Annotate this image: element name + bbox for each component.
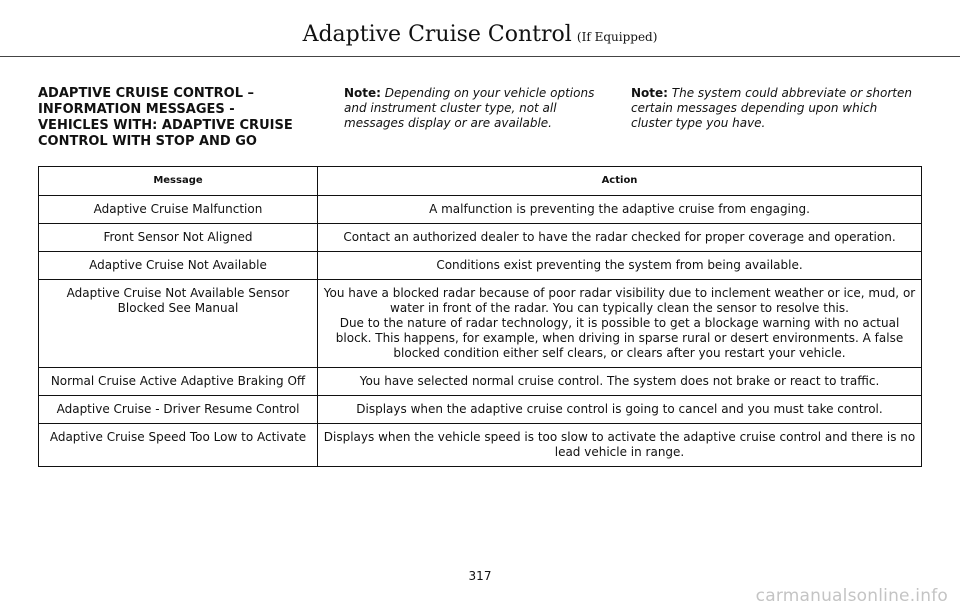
page-header — [0, 22, 960, 47]
table-row — [39, 424, 922, 467]
table-header-row — [39, 167, 922, 196]
message-cell: Front Sensor Not Aligned — [39, 224, 318, 252]
page-title: Adaptive Cruise Control — [302, 22, 572, 47]
column-header-action: Action — [318, 167, 922, 196]
message-cell: Normal Cruise Active Adaptive Braking Off — [39, 368, 318, 396]
note-1 — [344, 86, 614, 131]
message-cell: Adaptive Cruise Malfunction — [39, 196, 318, 224]
message-cell: Adaptive Cruise Speed Too Low to Activate — [39, 424, 318, 467]
table-row — [39, 252, 922, 280]
note-text: Depending on your vehicle options and instrument cluster type, not all messages display or are available. — [344, 86, 595, 130]
note-label: Note: — [631, 86, 668, 100]
action-cell: You have selected normal cruise control. The system does not brake or react to traffic. — [318, 368, 922, 396]
action-paragraph: You have a blocked radar because of poor radar visibility due to inclement weather or ice, mud, or water in front of the radar. You can typically clean the sensor to resolve this. — [323, 286, 916, 315]
action-cell — [318, 280, 922, 368]
note-2 — [631, 86, 921, 131]
action-cell: Displays when the vehicle speed is too slow to activate the adaptive cruise control and there is no lead vehicle in range. — [318, 424, 922, 467]
message-cell: Adaptive Cruise Not Available Sensor Blocked See Manual — [39, 280, 318, 368]
message-cell: Adaptive Cruise Not Available — [39, 252, 318, 280]
action-cell: A malfunction is preventing the adaptive cruise from engaging. — [318, 196, 922, 224]
table-row — [39, 368, 922, 396]
watermark: carmanualsonline.info — [755, 586, 948, 606]
page-number: 317 — [468, 569, 492, 583]
note-label: Note: — [344, 86, 381, 100]
table-row — [39, 224, 922, 252]
action-cell: Conditions exist preventing the system from being available. — [318, 252, 922, 280]
action-cell: Contact an authorized dealer to have the radar checked for proper coverage and operation. — [318, 224, 922, 252]
section-heading: ADAPTIVE CRUISE CONTROL – INFORMATION MESSAGES - VEHICLES WITH: ADAPTIVE CRUISE CONTROL WITH STOP AND GO — [38, 86, 293, 149]
note-text: The system could abbreviate or shorten certain messages depending upon which cluster type you have. — [631, 86, 912, 130]
header-divider — [0, 56, 960, 57]
table-row — [39, 196, 922, 224]
table-row — [39, 280, 922, 368]
table-row — [39, 396, 922, 424]
message-cell: Adaptive Cruise - Driver Resume Control — [39, 396, 318, 424]
action-paragraph: Due to the nature of radar technology, it is possible to get a blockage warning with no actual block. This happens, for example, when driving in sparse rural or desert environments. A false blocked condition either self clears, or clears after you restart your vehicle. — [335, 316, 904, 360]
column-header-message: Message — [39, 167, 318, 196]
action-cell: Displays when the adaptive cruise control is going to cancel and you must take control. — [318, 396, 922, 424]
page-subtitle: (If Equipped) — [576, 30, 658, 44]
messages-table — [38, 166, 922, 467]
